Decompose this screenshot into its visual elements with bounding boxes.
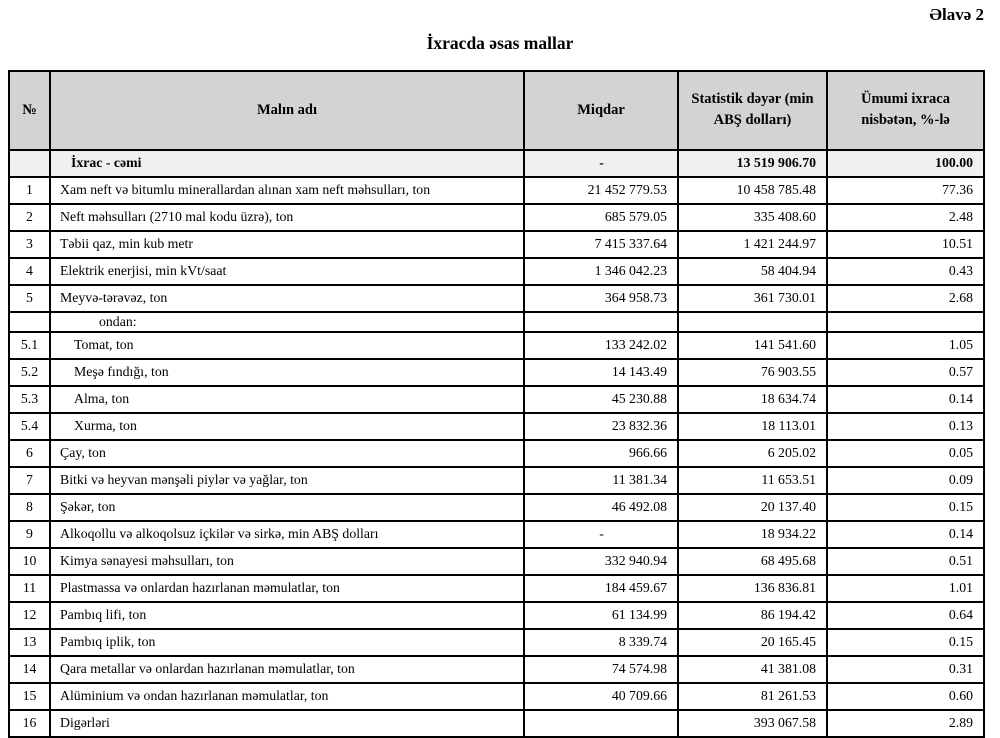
row-number-cell: 5.3 [9, 386, 50, 413]
row-number-cell: 5.4 [9, 413, 50, 440]
table-row [9, 575, 984, 602]
table-row [9, 150, 984, 177]
value-cell: 361 730.01 [678, 285, 827, 312]
table-row [9, 710, 984, 737]
value-cell [678, 312, 827, 332]
goods-name-cell: Alüminium və ondan hazırlanan məmulatlar, ton [50, 683, 524, 710]
table-row [9, 656, 984, 683]
share-cell: 10.51 [827, 231, 984, 258]
quantity-cell: - [524, 521, 678, 548]
page-title: İxracda əsas mallar [426, 32, 574, 53]
quantity-cell: 1 346 042.23 [524, 258, 678, 285]
goods-name-cell: Alma, ton [50, 386, 524, 413]
quantity-cell: 685 579.05 [524, 204, 678, 231]
row-number-cell: 10 [9, 548, 50, 575]
share-cell: 0.43 [827, 258, 984, 285]
table-row [9, 231, 984, 258]
value-cell: 81 261.53 [678, 683, 827, 710]
row-number-cell: 8 [9, 494, 50, 521]
quantity-cell: 46 492.08 [524, 494, 678, 521]
row-number-cell: 9 [9, 521, 50, 548]
table-row [9, 359, 984, 386]
quantity-cell: 21 452 779.53 [524, 177, 678, 204]
goods-name-cell: Meyvə-tərəvəz, ton [50, 285, 524, 312]
row-number-cell: 15 [9, 683, 50, 710]
quantity-cell: 966.66 [524, 440, 678, 467]
quantity-cell: 364 958.73 [524, 285, 678, 312]
goods-name-cell: Plastmassa və onlardan hazırlanan məmulatlar, ton [50, 575, 524, 602]
share-cell: 1.01 [827, 575, 984, 602]
table-row [9, 204, 984, 231]
share-cell: 2.89 [827, 710, 984, 737]
table-row [9, 312, 984, 332]
row-number-cell: 6 [9, 440, 50, 467]
share-cell: 0.15 [827, 494, 984, 521]
row-number-cell: 12 [9, 602, 50, 629]
value-cell: 393 067.58 [678, 710, 827, 737]
row-number-cell: 14 [9, 656, 50, 683]
table-row [9, 386, 984, 413]
share-cell: 0.15 [827, 629, 984, 656]
share-cell: 0.13 [827, 413, 984, 440]
share-cell: 0.64 [827, 602, 984, 629]
table-row [9, 629, 984, 656]
row-number-cell: 5.2 [9, 359, 50, 386]
row-number-cell: 3 [9, 231, 50, 258]
quantity-cell: - [524, 150, 678, 177]
share-cell [827, 312, 984, 332]
table-body [9, 150, 984, 737]
goods-name-cell: Meşə fındığı, ton [50, 359, 524, 386]
value-cell: 6 205.02 [678, 440, 827, 467]
goods-name-cell: Tomat, ton [50, 332, 524, 359]
share-cell: 0.14 [827, 521, 984, 548]
value-cell: 20 165.45 [678, 629, 827, 656]
share-cell: 0.31 [827, 656, 984, 683]
goods-name-cell: Elektrik enerjisi, min kVt/saat [50, 258, 524, 285]
share-cell: 0.05 [827, 440, 984, 467]
goods-name-cell: Çay, ton [50, 440, 524, 467]
value-cell: 11 653.51 [678, 467, 827, 494]
row-number-cell: 7 [9, 467, 50, 494]
row-number-cell [9, 312, 50, 332]
quantity-cell: 23 832.36 [524, 413, 678, 440]
row-number-cell [9, 150, 50, 177]
table-row [9, 521, 984, 548]
share-cell: 0.57 [827, 359, 984, 386]
table-header [9, 71, 984, 150]
row-number-cell: 11 [9, 575, 50, 602]
share-cell: 77.36 [827, 177, 984, 204]
quantity-cell: 74 574.98 [524, 656, 678, 683]
share-cell: 0.60 [827, 683, 984, 710]
table-row [9, 602, 984, 629]
table-row [9, 258, 984, 285]
value-cell: 41 381.08 [678, 656, 827, 683]
header-statistical-value: Statistik dəyər (min ABŞ dolları) [678, 71, 827, 150]
quantity-cell [524, 312, 678, 332]
value-cell: 136 836.81 [678, 575, 827, 602]
header-no: № [9, 71, 50, 150]
header-quantity: Miqdar [524, 71, 678, 150]
row-number-cell: 4 [9, 258, 50, 285]
table-row [9, 177, 984, 204]
quantity-cell: 45 230.88 [524, 386, 678, 413]
annex-label: Əlavə 2 [929, 5, 984, 24]
quantity-cell: 332 940.94 [524, 548, 678, 575]
quantity-cell: 40 709.66 [524, 683, 678, 710]
exports-table [8, 70, 985, 738]
table-row [9, 285, 984, 312]
share-cell: 100.00 [827, 150, 984, 177]
value-cell: 68 495.68 [678, 548, 827, 575]
value-cell: 18 634.74 [678, 386, 827, 413]
row-number-cell: 2 [9, 204, 50, 231]
table-row [9, 332, 984, 359]
goods-name-cell: Digərləri [50, 710, 524, 737]
table-row [9, 413, 984, 440]
value-cell: 76 903.55 [678, 359, 827, 386]
quantity-cell: 133 242.02 [524, 332, 678, 359]
goods-name-cell: Bitki və heyvan mənşəli piylər və yağlar, ton [50, 467, 524, 494]
goods-name-cell: Şəkər, ton [50, 494, 524, 521]
row-number-cell: 5 [9, 285, 50, 312]
goods-name-cell: Xurma, ton [50, 413, 524, 440]
value-cell: 141 541.60 [678, 332, 827, 359]
table-row [9, 494, 984, 521]
value-cell: 1 421 244.97 [678, 231, 827, 258]
goods-name-cell: Neft məhsulları (2710 mal kodu üzrə), ton [50, 204, 524, 231]
header-row [9, 71, 984, 150]
share-cell: 2.48 [827, 204, 984, 231]
share-cell: 0.09 [827, 467, 984, 494]
header-goods-name: Malın adı [50, 71, 524, 150]
row-number-cell: 13 [9, 629, 50, 656]
quantity-cell: 8 339.74 [524, 629, 678, 656]
value-cell: 335 408.60 [678, 204, 827, 231]
goods-name-cell: ondan: [50, 312, 524, 332]
value-cell: 86 194.42 [678, 602, 827, 629]
share-cell: 0.51 [827, 548, 984, 575]
quantity-cell [524, 710, 678, 737]
quantity-cell: 11 381.34 [524, 467, 678, 494]
row-number-cell: 5.1 [9, 332, 50, 359]
value-cell: 13 519 906.70 [678, 150, 827, 177]
goods-name-cell: Xam neft və bitumlu minerallardan alınan xam neft məhsulları, ton [50, 177, 524, 204]
value-cell: 20 137.40 [678, 494, 827, 521]
row-number-cell: 1 [9, 177, 50, 204]
table-row [9, 467, 984, 494]
goods-name-cell: Qara metallar və onlardan hazırlanan məmulatlar, ton [50, 656, 524, 683]
header-share: Ümumi ixraca nisbətən, %-lə [827, 71, 984, 150]
goods-name-cell: Pambıq lifi, ton [50, 602, 524, 629]
share-cell: 2.68 [827, 285, 984, 312]
table-row [9, 548, 984, 575]
share-cell: 1.05 [827, 332, 984, 359]
row-number-cell: 16 [9, 710, 50, 737]
value-cell: 10 458 785.48 [678, 177, 827, 204]
value-cell: 58 404.94 [678, 258, 827, 285]
goods-name-cell: Pambıq iplik, ton [50, 629, 524, 656]
quantity-cell: 61 134.99 [524, 602, 678, 629]
quantity-cell: 184 459.67 [524, 575, 678, 602]
goods-name-cell: İxrac - cəmi [50, 150, 524, 177]
goods-name-cell: Alkoqollu və alkoqolsuz içkilər və sirkə, min ABŞ dolları [50, 521, 524, 548]
share-cell: 0.14 [827, 386, 984, 413]
value-cell: 18 113.01 [678, 413, 827, 440]
quantity-cell: 7 415 337.64 [524, 231, 678, 258]
table-row [9, 440, 984, 467]
goods-name-cell: Təbii qaz, min kub metr [50, 231, 524, 258]
quantity-cell: 14 143.49 [524, 359, 678, 386]
goods-name-cell: Kimya sənayesi məhsulları, ton [50, 548, 524, 575]
table-row [9, 683, 984, 710]
value-cell: 18 934.22 [678, 521, 827, 548]
